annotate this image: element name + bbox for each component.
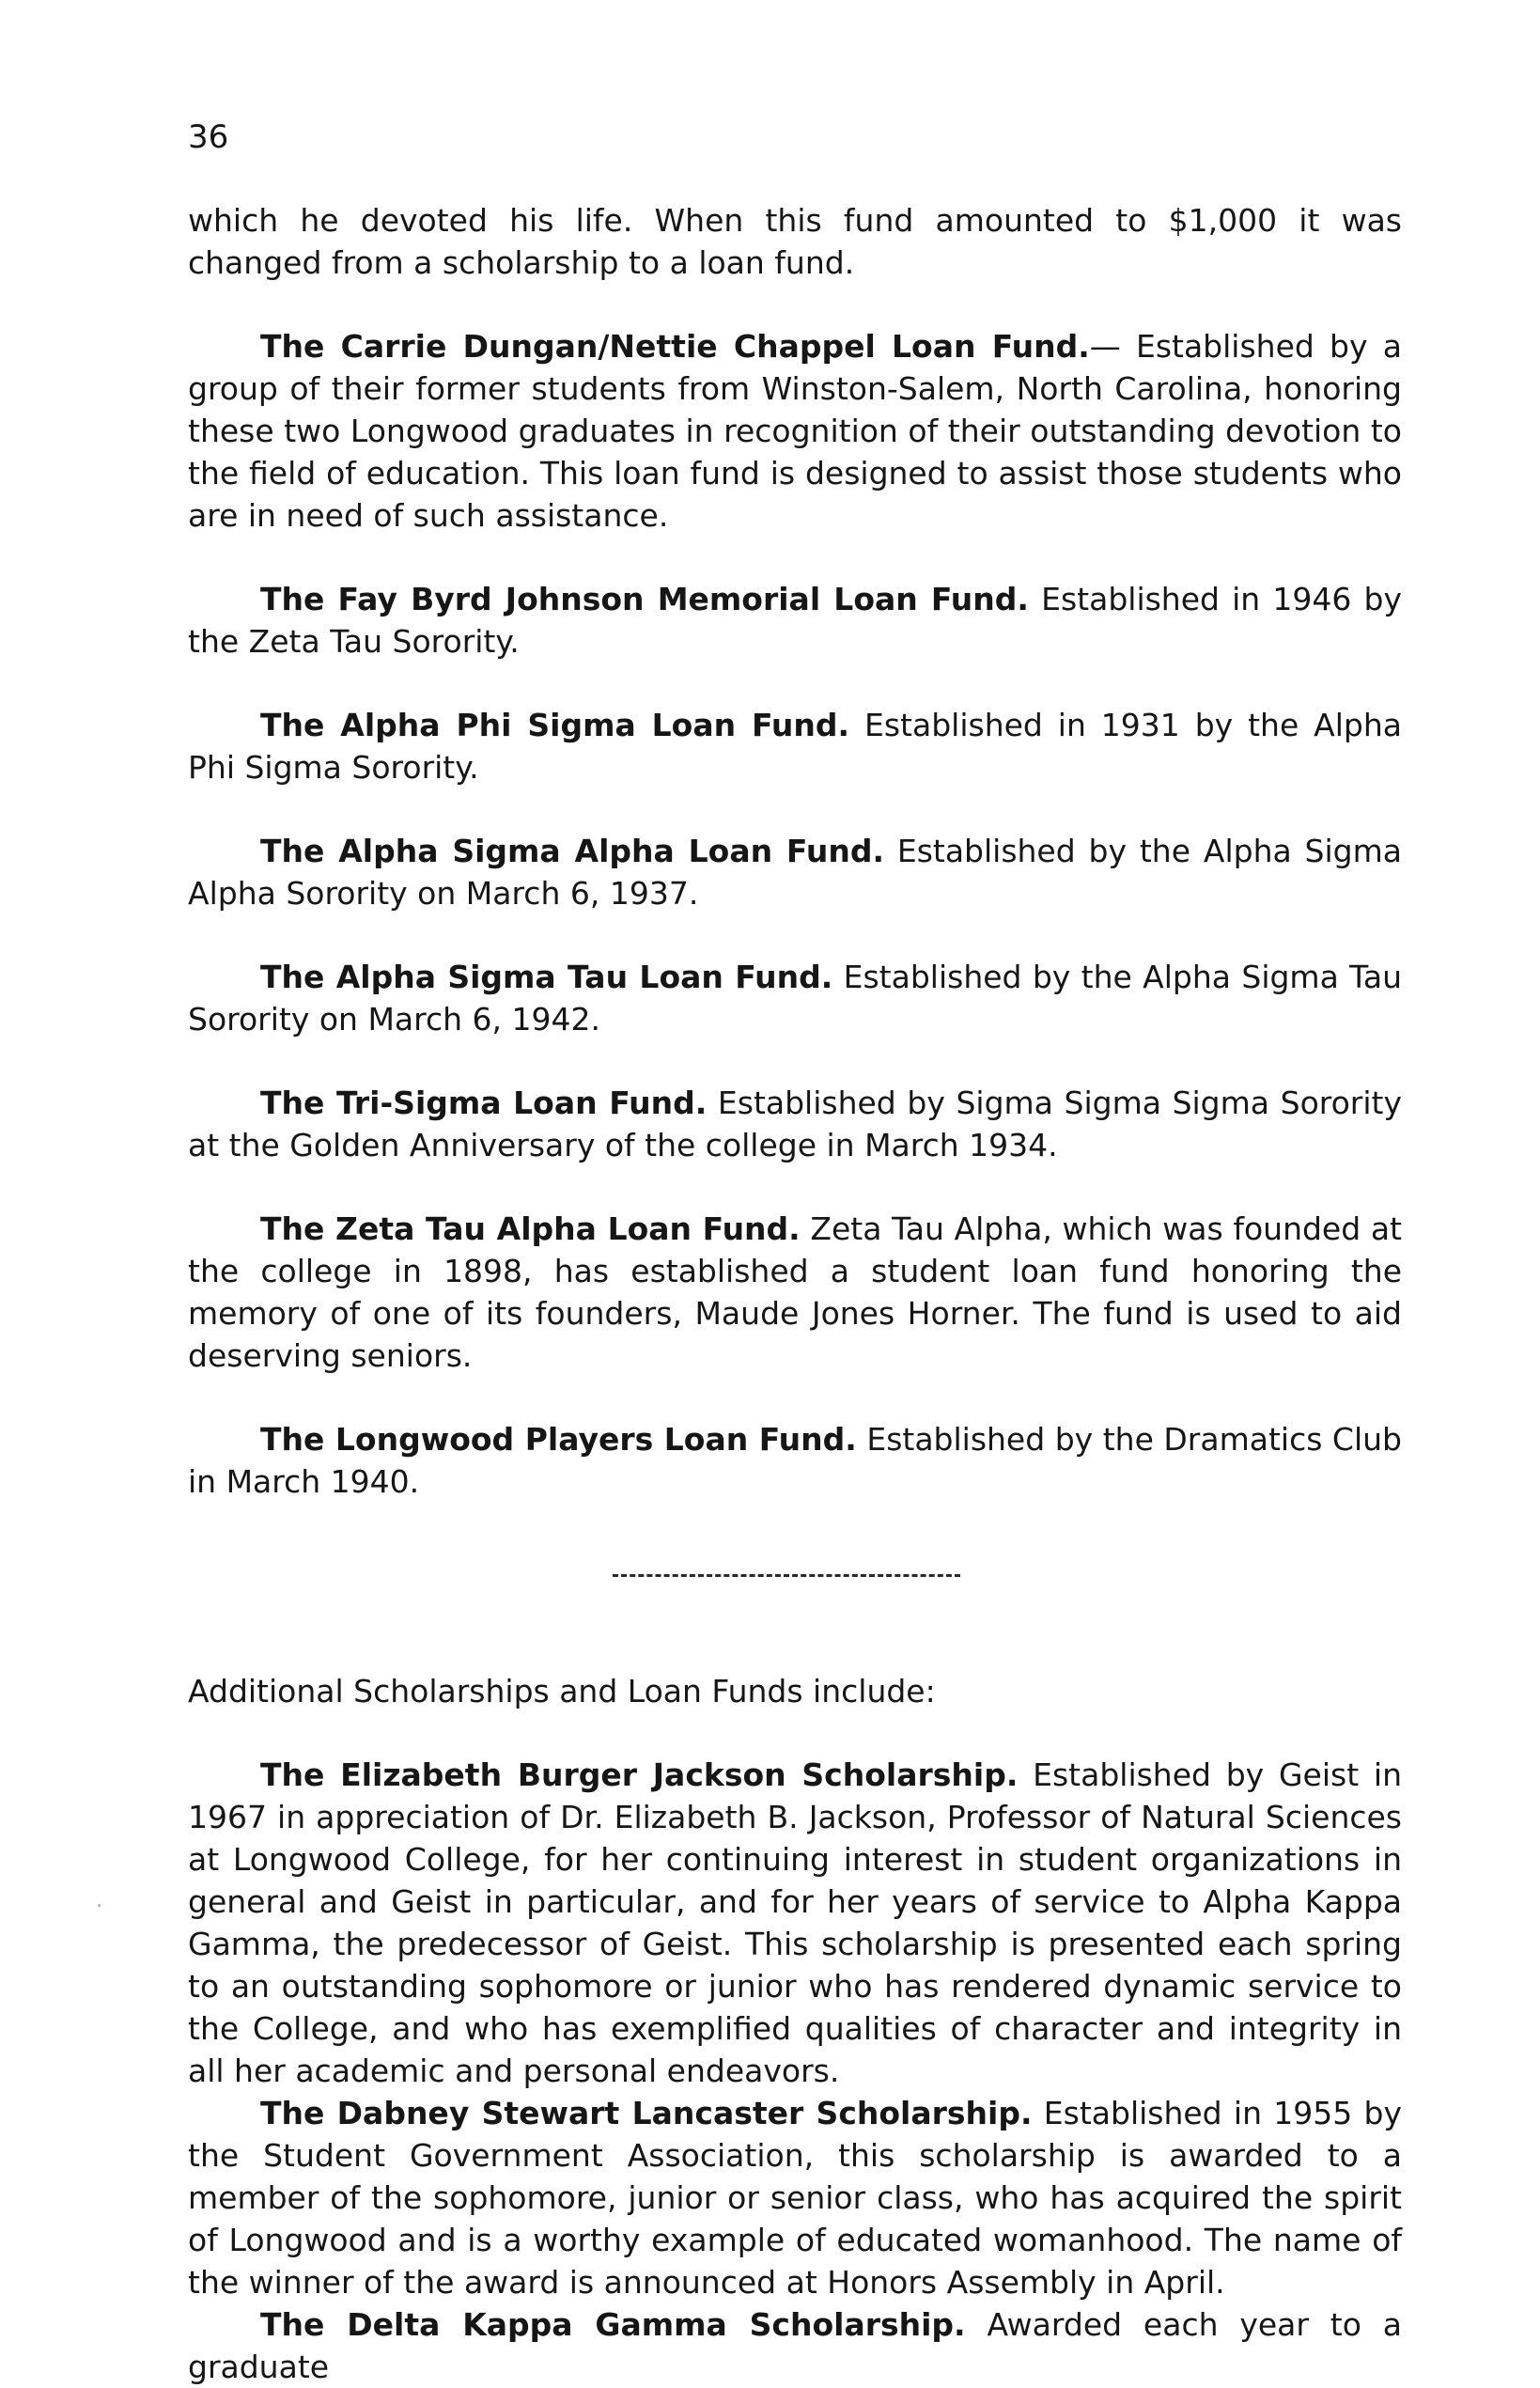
section-divider	[188, 1561, 1402, 1604]
loan-fund-description: Established by Sigma Sigma Sigma Sorority at the Golden Anniversary of the college in March 1934.	[188, 1085, 1402, 1163]
scholarship-description: Awarded each year to a graduate	[188, 2306, 1403, 2385]
loan-fund-title: The Zeta Tau Alpha Loan Fund.	[260, 1210, 801, 1247]
continued-paragraph	[188, 199, 1402, 284]
loan-fund-description: Established in 1931 by the Alpha Phi Sigma Sorority.	[188, 707, 1403, 786]
loan-fund-entry	[188, 578, 1402, 663]
section-intro: Additional Scholarships and Loan Funds include:	[188, 1673, 936, 1709]
loan-fund-entry	[188, 830, 1402, 914]
scan-speck	[98, 1904, 101, 1907]
loan-fund-description: Established by the Alpha Sigma Alpha Sorority on March 6, 1937.	[188, 833, 1402, 912]
loan-fund-description: — Established by a group of their former students from Winston-Salem, North Carolina, honoring these two Longwood graduates in recognition of their outstanding devotion to the field of education. This loan fund is designed to assist those students who are in need of such assistance.	[188, 328, 1402, 534]
loan-fund-description: Zeta Tau Alpha, which was founded at the college in 1898, has established a student loan fund honoring the memory of one of its founders, Maude Jones Horner. The fund is used to aid deserving seniors.	[188, 1210, 1402, 1374]
page-number: 36	[188, 118, 229, 156]
loan-fund-title: The Tri-Sigma Loan Fund.	[260, 1085, 708, 1121]
loan-fund-entry	[188, 1082, 1402, 1166]
scholarship-title: The Delta Kappa Gamma Scholarship.	[260, 2306, 966, 2343]
loan-fund-title: The Alpha Sigma Alpha Loan Fund.	[260, 833, 884, 869]
loan-fund-entry	[188, 1418, 1402, 1503]
scholarship-entry	[188, 2092, 1402, 2303]
scholarship-title: The Elizabeth Burger Jackson Scholarship.	[260, 1756, 1019, 1793]
loan-fund-title: The Carrie Dungan/Nettie Chappel Loan Fund.	[260, 328, 1090, 365]
loan-fund-entry	[188, 325, 1402, 537]
loan-fund-entry	[188, 1208, 1402, 1377]
loan-fund-title: The Longwood Players Loan Fund.	[260, 1421, 857, 1458]
loan-fund-description: Established by the Alpha Sigma Tau Sorority on March 6, 1942.	[188, 959, 1402, 1038]
loan-fund-entry	[188, 704, 1402, 788]
scholarship-entry	[188, 1754, 1402, 2092]
scholarship-entry	[188, 2303, 1402, 2388]
loan-fund-title: The Alpha Phi Sigma Loan Fund.	[260, 707, 850, 743]
loan-fund-description: Established in 1946 by the Zeta Tau Sorority.	[188, 581, 1402, 660]
dashed-rule	[613, 1574, 960, 1577]
loan-fund-title: The Fay Byrd Johnson Memorial Loan Fund.	[260, 581, 1029, 617]
loan-fund-title: The Alpha Sigma Tau Loan Fund.	[260, 959, 833, 995]
scholarship-description: Established by Geist in 1967 in appreciation of Dr. Elizabeth B. Jackson, Professor of Natural Sciences at Longwood College, for her continuing interest in student organizations in general and Geist in particular, and for her years of service to Alpha Kappa Gamma, the predecessor of Geist. This scholarship is presented each spring to an outstanding sophomore or junior who has rendered dynamic service to the College, and who has exemplified qualities of character and integrity in all her academic and personal endeavors.	[188, 1756, 1402, 2089]
scholarship-description: Established in 1955 by the Student Government Association, this scholarship is awarded to a member of the sophomore, junior or senior class, who has acquired the spirit of Longwood and is a worthy example of educated womanhood. The name of the winner of the award is announced at Honors Assembly in April.	[188, 2095, 1402, 2301]
loan-fund-entry	[188, 956, 1402, 1040]
scholarship-title: The Dabney Stewart Lancaster Scholarship.	[260, 2095, 1033, 2131]
paragraph-body: which he devoted his life. When this fund amounted to $1,000 it was changed from a scholarship to a loan fund.	[188, 202, 1402, 281]
loan-fund-description: Established by the Dramatics Club in March 1940.	[188, 1421, 1402, 1500]
body-text	[188, 199, 1402, 2388]
